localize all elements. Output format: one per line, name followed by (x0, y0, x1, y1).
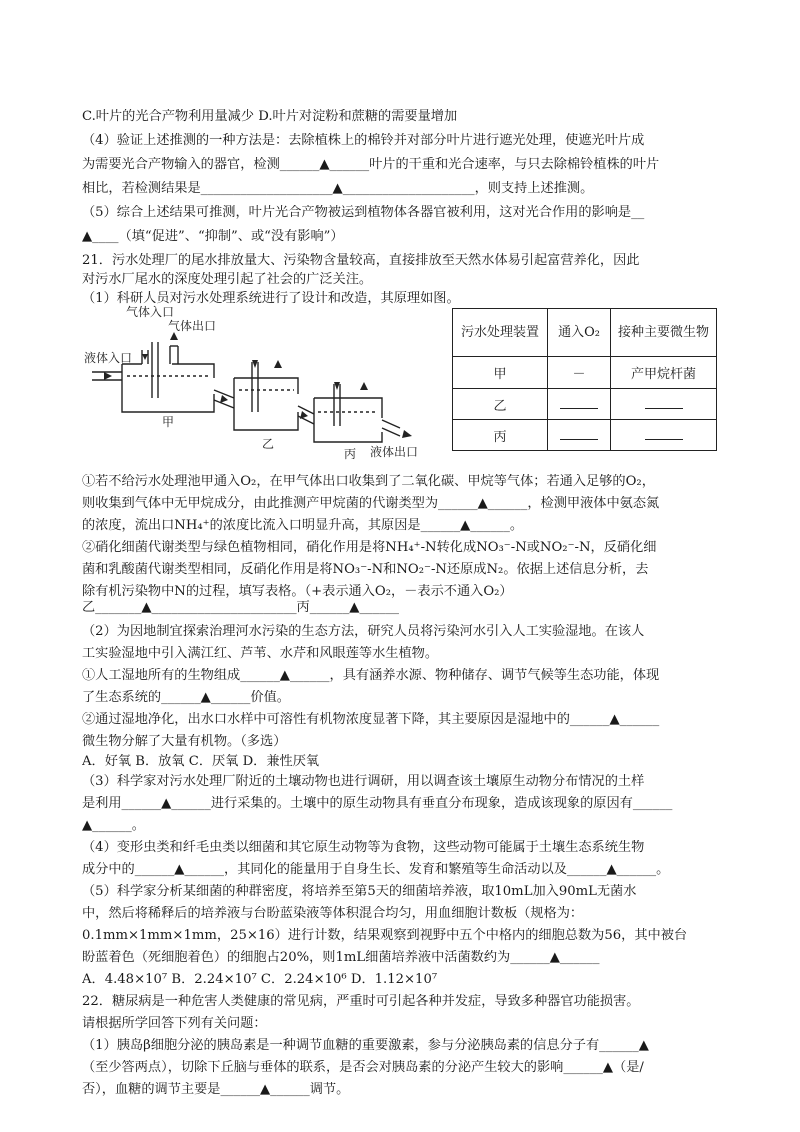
row-device: 甲 (453, 357, 548, 389)
q20-4-line2: 为需要光合产物输入的器官，检测______▲______叶片的干重和光合速率，与只去除棉铃植株的叶片 (82, 157, 660, 172)
reactor-table (452, 308, 717, 451)
q21-2-line1: （2）为因地制宜探索治理河水污染的生态方法，研究人员将污染河水引入人工实验湿地。在该人 (82, 624, 645, 639)
q22-1-line3: 否），血糖的调节主要是______▲______调节。 (82, 1082, 350, 1097)
microbe-blank[interactable] (611, 389, 717, 420)
header-microbe: 接种主要微生物 (611, 309, 717, 357)
q22-intro-line2: 请根据所学回答下列有关问题： (82, 1016, 267, 1031)
q21-5-line3: 0.1mm×1mm×1mm，25×16）进行计数，结果观察到视野中五个中格内的细胞总数为56，其中被台 (82, 928, 688, 943)
q21-1-2-line2: 菌和乳酸菌代谢类型相同，反硝化作用是将NO₃⁻-N和NO₂⁻-N还原成N₂。依据上述信息分析，去 (82, 562, 649, 577)
q22-1-line1: （1）胰岛β细胞分泌的胰岛素是一种调节血糖的重要激素，参与分泌胰岛素的信息分子有______▲ (82, 1038, 649, 1053)
q21-2-line2: 工实验湿地中引入满江红、芦苇、水芹和风眼莲等水生植物。 (82, 646, 439, 661)
q21-4-line1: （4）变形虫类和纤毛虫类以细菌和其它原生动物等为食物，这些动物可能属于土壤生态系统生物 (82, 840, 645, 855)
table-row (453, 420, 717, 451)
q21-5-line2: 中，然后将稀释后的培养液与台盼蓝染液等体积混合均匀，用血细胞计数板（规格为： (82, 906, 584, 921)
q20-5-line1: （5）综合上述结果可推测，叶片光合产物被运到植物体各器官被利用，这对光合作用的影响是__ (82, 205, 645, 220)
table-row (453, 389, 717, 420)
q21-1-intro: （1）科研人员对污水处理系统进行了设计和改造，其原理如图。 (82, 291, 460, 306)
q20-5-line2: ▲____（填“促进”、“抑制”、或“没有影响”） (82, 229, 344, 244)
q21-1-1-line1: ①若不给污水处理池甲通入O₂，在甲气体出口收集到了二氧化碳、甲烷等气体；若通入足够的O₂， (82, 474, 655, 489)
header-oxygen: 通入O₂ (548, 309, 611, 357)
oxygen-blank[interactable] (548, 389, 611, 420)
q22-1-line2: （至少答两点），切除下丘脑与垂体的联系，是否会对胰岛素的分泌产生较大的影响______▲（是/ (82, 1060, 644, 1075)
q21-intro-line2: 对污水厂尾水的深度处理引起了社会的广泛关注。 (82, 272, 373, 287)
q20-4-line3: 相比，若检测结果是____________________▲____________________，则支持上述推测。 (82, 181, 594, 196)
row-oxygen: － (548, 357, 611, 389)
table-row (453, 357, 717, 389)
q21-1-2-line1: ②硝化细菌代谢类型与绿色植物相同，硝化作用是将NH₄⁺-N转化成NO₃⁻-N或NO₂⁻-N，反硝化细 (82, 540, 657, 555)
q21-2-2-options: A．好氧 B．放氧 C．厌氧 D．兼性厌氧 (82, 754, 320, 769)
tank-a-label: 甲 (162, 415, 175, 429)
q21-2-1-line1: ①人工湿地所有的生物组成______▲______，具有涵养水源、物种储存、调节气候等生态功能，体现 (82, 668, 660, 683)
q21-1-1-line3: 的浓度，流出口NH₄⁺的浓度比流入口明显升高，其原因是______▲______。 (82, 518, 524, 533)
q21-2-1-line2: 了生态系统的______▲______价值。 (82, 690, 290, 705)
q21-5-line1: （5）科学家分析某细菌的种群密度，将培养至第5天的细菌培养液，取10mL加入90mL无菌水 (82, 884, 637, 899)
q21-5-line4: 盼蓝着色（死细胞着色）的细胞占20%，则1mL细菌培养液中活菌数约为______▲______ (82, 950, 600, 965)
q21-5-options: A．4.48×10⁷ B．2.24×10⁷ C．2.24×10⁶ D．1.12×10⁷ (82, 972, 438, 987)
liquid-inlet-label: 液体入口 (84, 351, 133, 365)
q21-2-2-line1: ②通过湿地净化，出水口水样中可溶性有机物浓度显著下降，其主要原因是湿地中的______▲______ (82, 712, 660, 727)
row-device: 丙 (453, 420, 548, 451)
q21-1-2-line3: 除有机污染物中N的过程，填写表格。（+表示通入O₂，－表示不通入O₂） (82, 584, 513, 599)
header-device: 污水处理装置 (453, 309, 548, 357)
q21-4-line2: 成分中的______▲______，其同化的能量用于自身生长、发育和繁殖等生命活动以及______▲______。 (82, 862, 670, 877)
q22-intro-line1: 22．糖尿病是一种危害人类健康的常见病，严重时可引起各种并发症，导致多种器官功能损害。 (82, 994, 640, 1009)
gas-inlet-label: 气体入口 (126, 305, 175, 319)
q21-1-2-answer: 乙_______▲______________________丙______▲______ (82, 600, 400, 615)
q21-3-line2: 是利用______▲______进行采集的。土壤中的原生动物具有垂直分布现象，造成该现象的原因有______ (82, 796, 673, 811)
q21-1-1-line2: 则收集到气体中无甲烷成分，由此推测产甲烷菌的代谢类型为______▲______，检测甲液体中氨态氮 (82, 496, 660, 511)
option-c-d: C.叶片的光合产物利用量减少 D.叶片对淀粉和蔗糖的需要量增加 (82, 109, 458, 124)
q21-3-line1: （3）科学家对污水处理厂附近的土壤动物也进行调研，用以调查该土壤原生动物分布情况的土样 (82, 774, 645, 789)
liquid-outlet-label: 液体出口 (370, 445, 419, 459)
q20-4-line1: （4）验证上述推测的一种方法是：去除植株上的棉铃并对部分叶片进行遮光处理，使遮光叶片成 (82, 133, 645, 148)
q21-intro-line1: 21．污水处理厂的尾水排放量大、污染物含量较高，直接排放至天然水体易引起富营养化，因此 (82, 253, 640, 268)
q21-2-2-line2: 微生物分解了大量有机物。（多选） (82, 734, 287, 749)
row-device: 乙 (453, 389, 548, 420)
row-microbe: 产甲烷杆菌 (611, 357, 717, 389)
microbe-blank[interactable] (611, 420, 717, 451)
oxygen-blank[interactable] (548, 420, 611, 451)
tank-c-label: 丙 (344, 447, 357, 461)
q21-3-line3: ▲______。 (82, 818, 145, 833)
gas-outlet-label: 气体出口 (168, 319, 217, 333)
tank-b-label: 乙 (262, 437, 275, 451)
wastewater-diagram (82, 302, 422, 462)
